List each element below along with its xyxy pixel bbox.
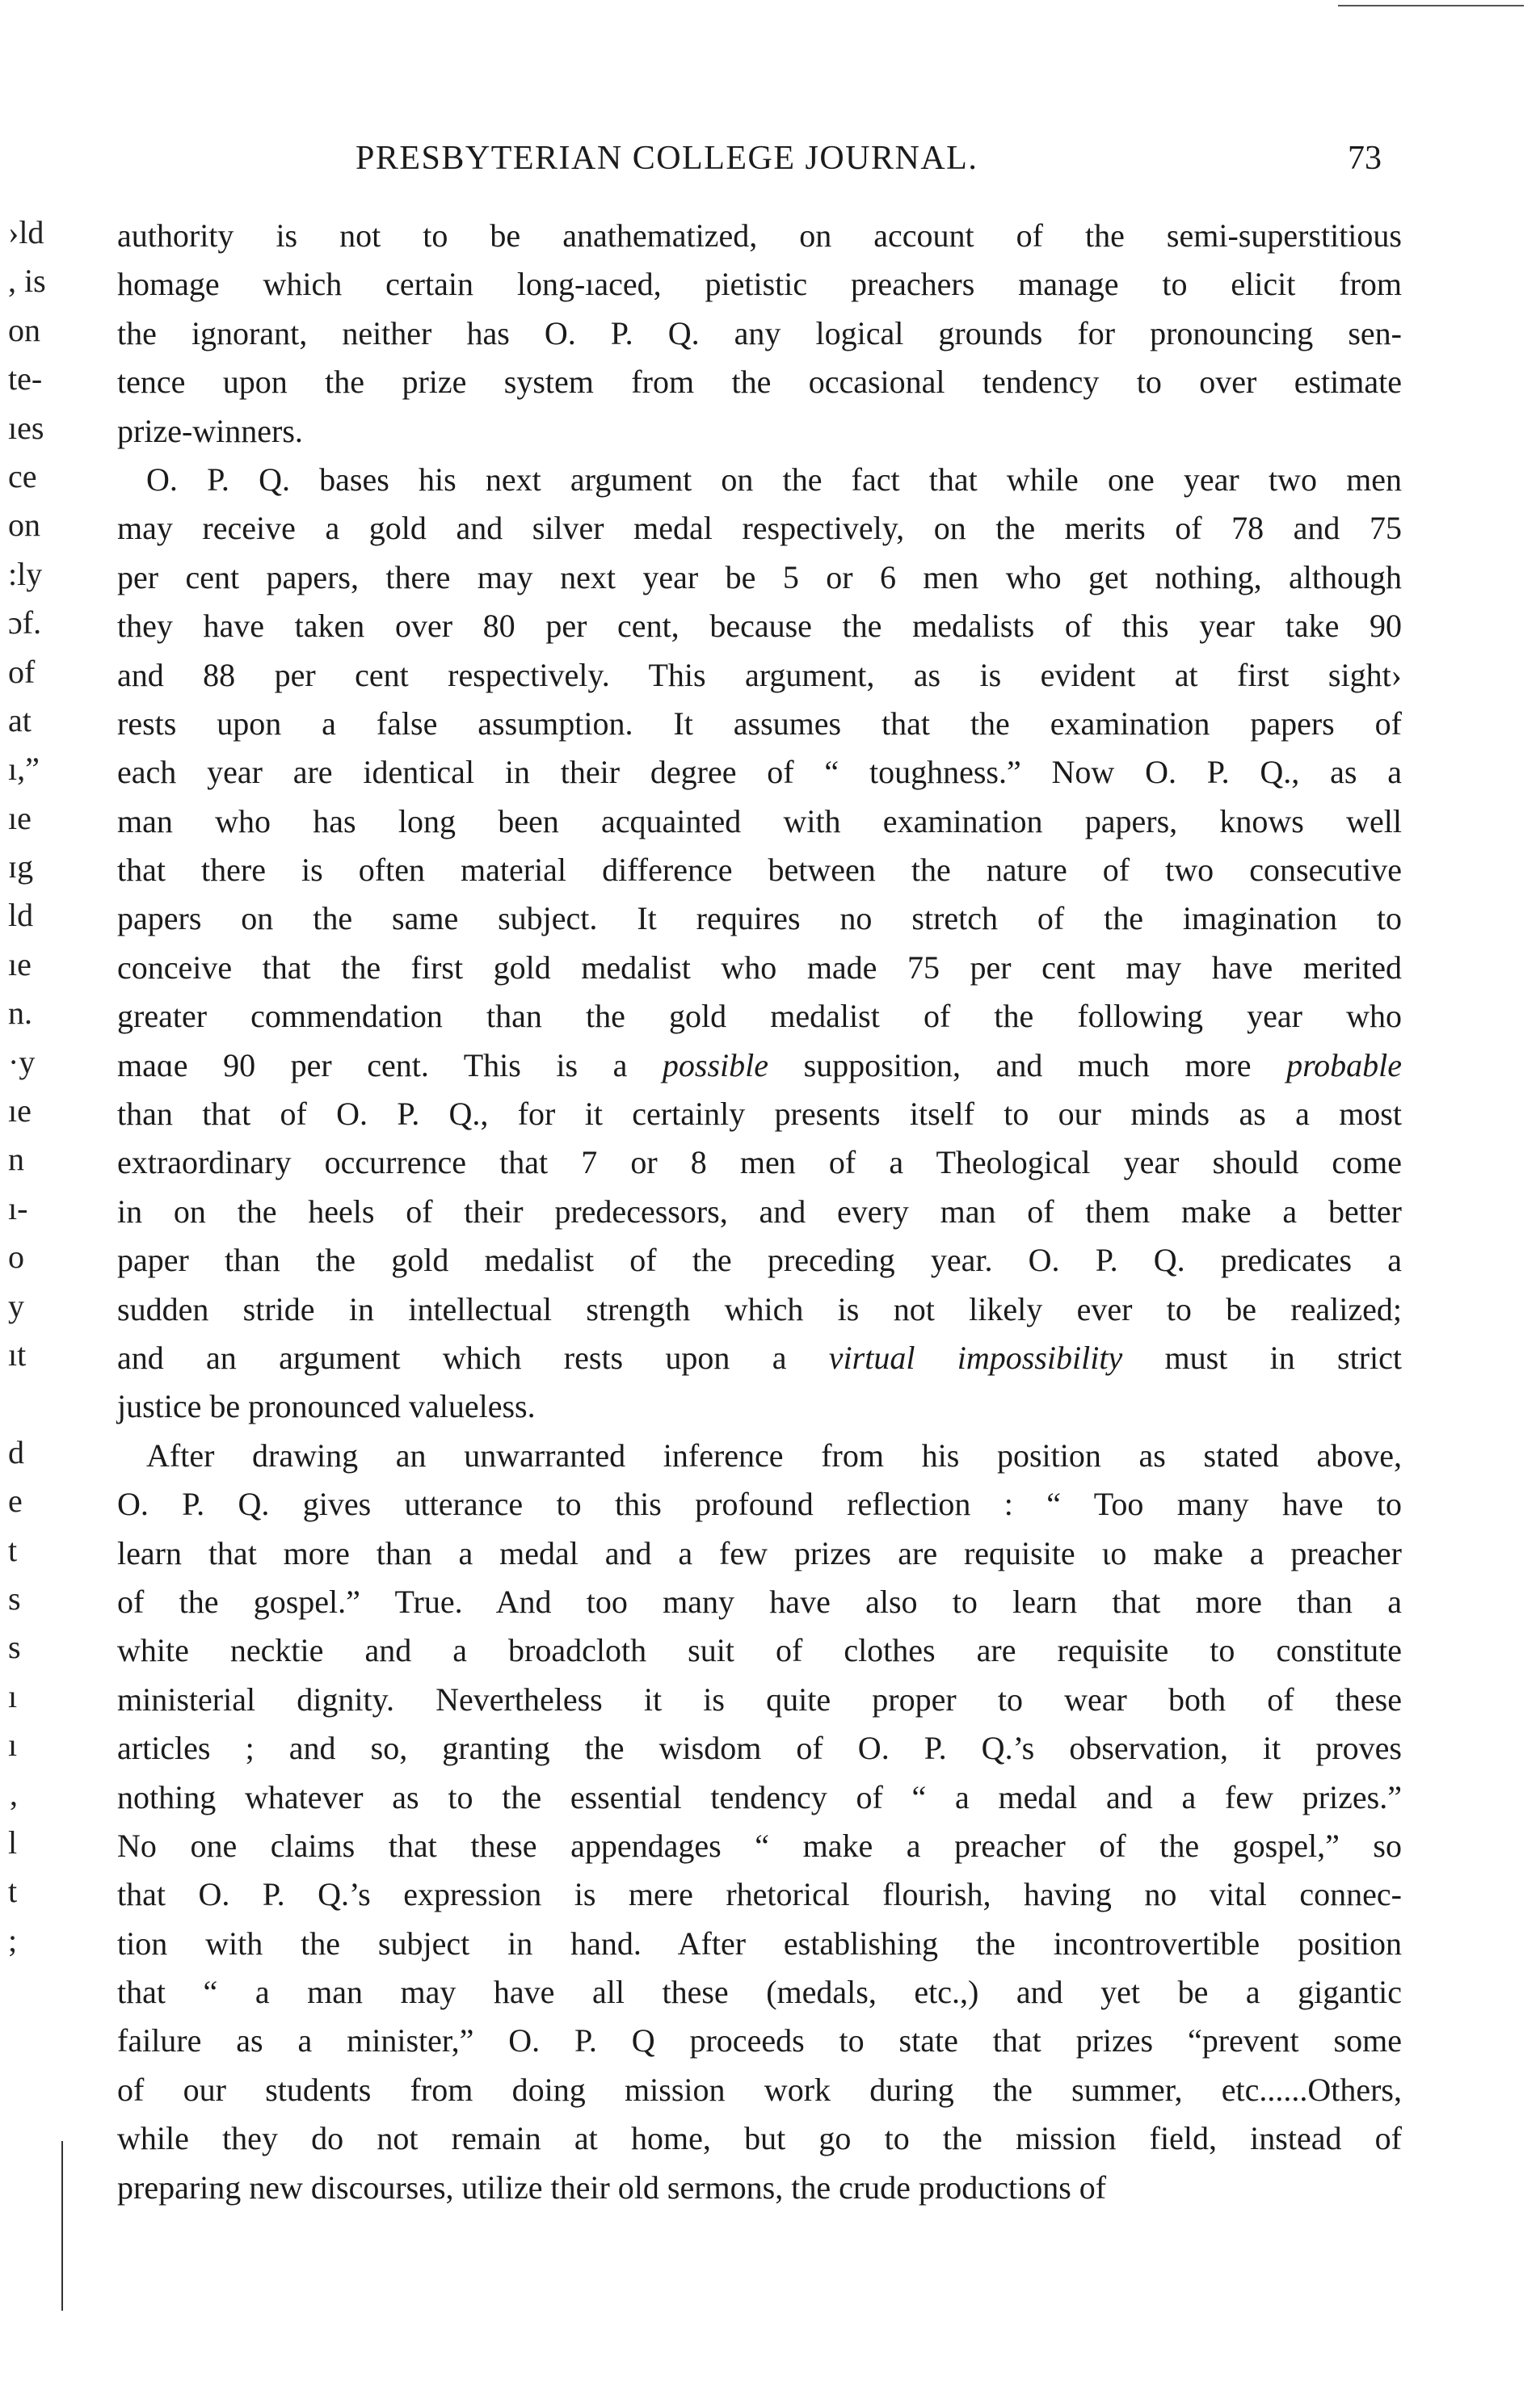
margin-fragment: ı,” xyxy=(8,751,40,788)
text-line: tion with the subject in hand. After establishing the incontrovertible position xyxy=(117,1925,1402,1962)
margin-fragment: ɔf. xyxy=(8,604,42,642)
margin-fragment: ı xyxy=(8,1677,18,1714)
text-line: that O. P. Q.’s expression is mere rhetorical flourish, having no vital connec- xyxy=(117,1876,1402,1913)
text-line: preparing new discourses, utilize their old sermons, the crude productions of xyxy=(117,2169,1107,2206)
text-line: that there is often material difference between the nature of two consecutive xyxy=(117,852,1402,889)
text-line: in on the heels of their predecessors, and every man of them make a better xyxy=(117,1193,1402,1230)
text-line: of our students from doing mission work during the summer, etc......Others, xyxy=(117,2071,1402,2108)
margin-fragment: on xyxy=(8,311,40,348)
text-line: per cent papers, there may next year be 5 or 6 men who get nothing, although xyxy=(117,558,1402,595)
text-run: and an argument which rests upon a xyxy=(117,1339,829,1376)
text-line: while they do not remain at home, but go to the mission field, instead of xyxy=(117,2120,1402,2157)
margin-fragment: ce xyxy=(8,457,37,494)
text-run: maɑe 90 per cent. This is a xyxy=(117,1046,663,1083)
text-line: conceive that the first gold medalist who made 75 per cent may have merited xyxy=(117,949,1402,986)
text-line: sudden stride in intellectual strength which is not likely ever to be realized; xyxy=(117,1290,1402,1327)
text-line: that “ a man may have all these (medals, etc.,) and yet be a gigantic xyxy=(117,1974,1402,2011)
margin-fragment: ı- xyxy=(8,1189,28,1226)
text-line: failure as a minister,” O. P. Q proceeds to state that prizes “prevent some xyxy=(117,2022,1402,2059)
text-line: nothing whatever as to the essential tendency of “ a medal and a few prizes.” xyxy=(117,1778,1402,1815)
margin-fragment: t xyxy=(8,1531,18,1568)
margin-bleed-column xyxy=(0,208,89,2160)
margin-fragment: ɪg xyxy=(8,848,34,886)
margin-fragment: ·y xyxy=(8,1043,36,1080)
margin-fragment xyxy=(0,1965,89,2013)
margin-fragment: ; xyxy=(8,1921,18,1958)
text-line: O. P. Q. gives utterance to this profound reflection : “ Too many have to xyxy=(117,1486,1402,1523)
margin-fragment: s xyxy=(8,1580,21,1617)
margin-fragment: d xyxy=(8,1433,24,1470)
text-line: After drawing an unwarranted inference from his position as stated above, xyxy=(146,1437,1402,1474)
text-line: extraordinary occurrence that 7 or 8 men of a Theological year should come xyxy=(117,1144,1402,1181)
text-run: supposition, and much more xyxy=(768,1046,1287,1083)
margin-fragment: :ly xyxy=(8,555,43,592)
margin-fragment: of xyxy=(8,653,36,690)
margin-fragment: ıe xyxy=(8,799,32,836)
text-line: each year are identical in their degree of “ toughness.” Now O. P. Q., as a xyxy=(117,754,1402,791)
text-line: man who has long been acquainted with examination papers, knows well xyxy=(117,802,1402,839)
text-line: may receive a gold and silver medal respectively, on the merits of 78 and 75 xyxy=(117,510,1402,547)
text-line: greater commendation than the gold medalist of the following year who xyxy=(117,998,1402,1035)
text-line: white necktie and a broadcloth suit of clothes are requisite to constitute xyxy=(117,1632,1402,1669)
margin-fragment: ı xyxy=(8,1727,18,1764)
margin-fragment: ld xyxy=(8,897,34,934)
text-line xyxy=(117,1334,1402,1382)
margin-fragment: ›ld xyxy=(8,214,44,250)
margin-fragment: at xyxy=(8,701,32,738)
margin-fragment xyxy=(0,1379,89,1428)
margin-fragment: n. xyxy=(8,995,32,1032)
text-line xyxy=(117,1041,1402,1090)
gutter-rule xyxy=(61,2141,63,2311)
margin-fragment: s xyxy=(8,1629,21,1666)
margin-fragment: n xyxy=(8,1141,24,1178)
page-number: 73 xyxy=(1348,140,1382,177)
emphasized-text: possible xyxy=(662,1046,769,1083)
text-line: prize-winners. xyxy=(117,412,303,449)
margin-fragment: ıes xyxy=(8,409,44,446)
margin-fragment: t xyxy=(8,1873,18,1910)
margin-fragment: l xyxy=(8,1824,18,1861)
text-run: must in strict xyxy=(1122,1339,1402,1376)
margin-fragment: y xyxy=(8,1287,24,1324)
text-line: homage which certain lᴏng-ıaced, pietistic preachers manage to elicit from xyxy=(117,266,1402,303)
text-line: articles ; and so, granting the wisdom of O. P. Q.’s observation, it proves xyxy=(117,1730,1402,1767)
text-line: and 88 per cent respectively. This argument, as is evident at first sight› xyxy=(117,656,1402,693)
text-line: papers on the same subject. It requires no stretch of the imagination to xyxy=(117,900,1402,937)
margin-fragment: e xyxy=(8,1483,23,1520)
text-line: the ignorant, neither has O. P. Q. any logical grounds for pronouncing sen- xyxy=(117,314,1402,351)
emphasized-text: probable xyxy=(1286,1046,1403,1083)
text-line: learn that more than a medal and a few prizes are requisite ɩo make a preacher xyxy=(117,1534,1402,1571)
text-line: No one claims that these appendages “ make a preacher of the gospel,” so xyxy=(117,1827,1402,1864)
scan-artifact-mark xyxy=(1338,5,1524,6)
text-line: they have taken over 80 per cent, because the medalists of this year take 90 xyxy=(117,608,1402,645)
margin-fragment: ıt xyxy=(8,1336,27,1373)
margin-fragment xyxy=(0,2063,89,2111)
emphasized-text: virtual impossibility xyxy=(828,1339,1123,1376)
text-line: paper than the gold medalist of the preceding year. O. P. Q. predicates a xyxy=(117,1242,1402,1279)
margin-fragment: o xyxy=(8,1239,24,1276)
body-text xyxy=(117,212,1402,2212)
margin-fragment: on xyxy=(8,507,40,544)
text-line: authority is not to be anathematized, on account of the semi-superstitious xyxy=(117,217,1402,254)
text-line: rests upon a false assumption. It assumes that the examination papers of xyxy=(117,705,1402,742)
margin-fragment xyxy=(0,2013,89,2062)
text-line: of the gospel.” True. And too many have also to learn that more than a xyxy=(117,1583,1402,1620)
margin-fragment: ‚ xyxy=(8,1775,19,1812)
text-line: O. P. Q. bases his next argument on the fact that while one year two men xyxy=(146,461,1402,498)
running-header: PRESBYTERIAN COLLEGE JOURNAL. xyxy=(356,140,978,177)
margin-fragment: , is xyxy=(8,263,46,300)
margin-fragment: te- xyxy=(8,360,43,398)
margin-fragment: ıe xyxy=(8,1092,32,1129)
text-line: justice be pronounced valueless. xyxy=(117,1388,536,1425)
margin-fragment xyxy=(0,2111,89,2160)
margin-fragment: ıe xyxy=(8,945,32,982)
text-line: ministerial dignity. Nevertheless it is quite proper to wear both of these xyxy=(117,1681,1402,1718)
text-line: tence upon the prize system from the occasional tendency to over estimate xyxy=(117,364,1402,401)
text-line: than that of O. P. Q., for it certainly presents itself to our minds as a most xyxy=(117,1096,1402,1133)
